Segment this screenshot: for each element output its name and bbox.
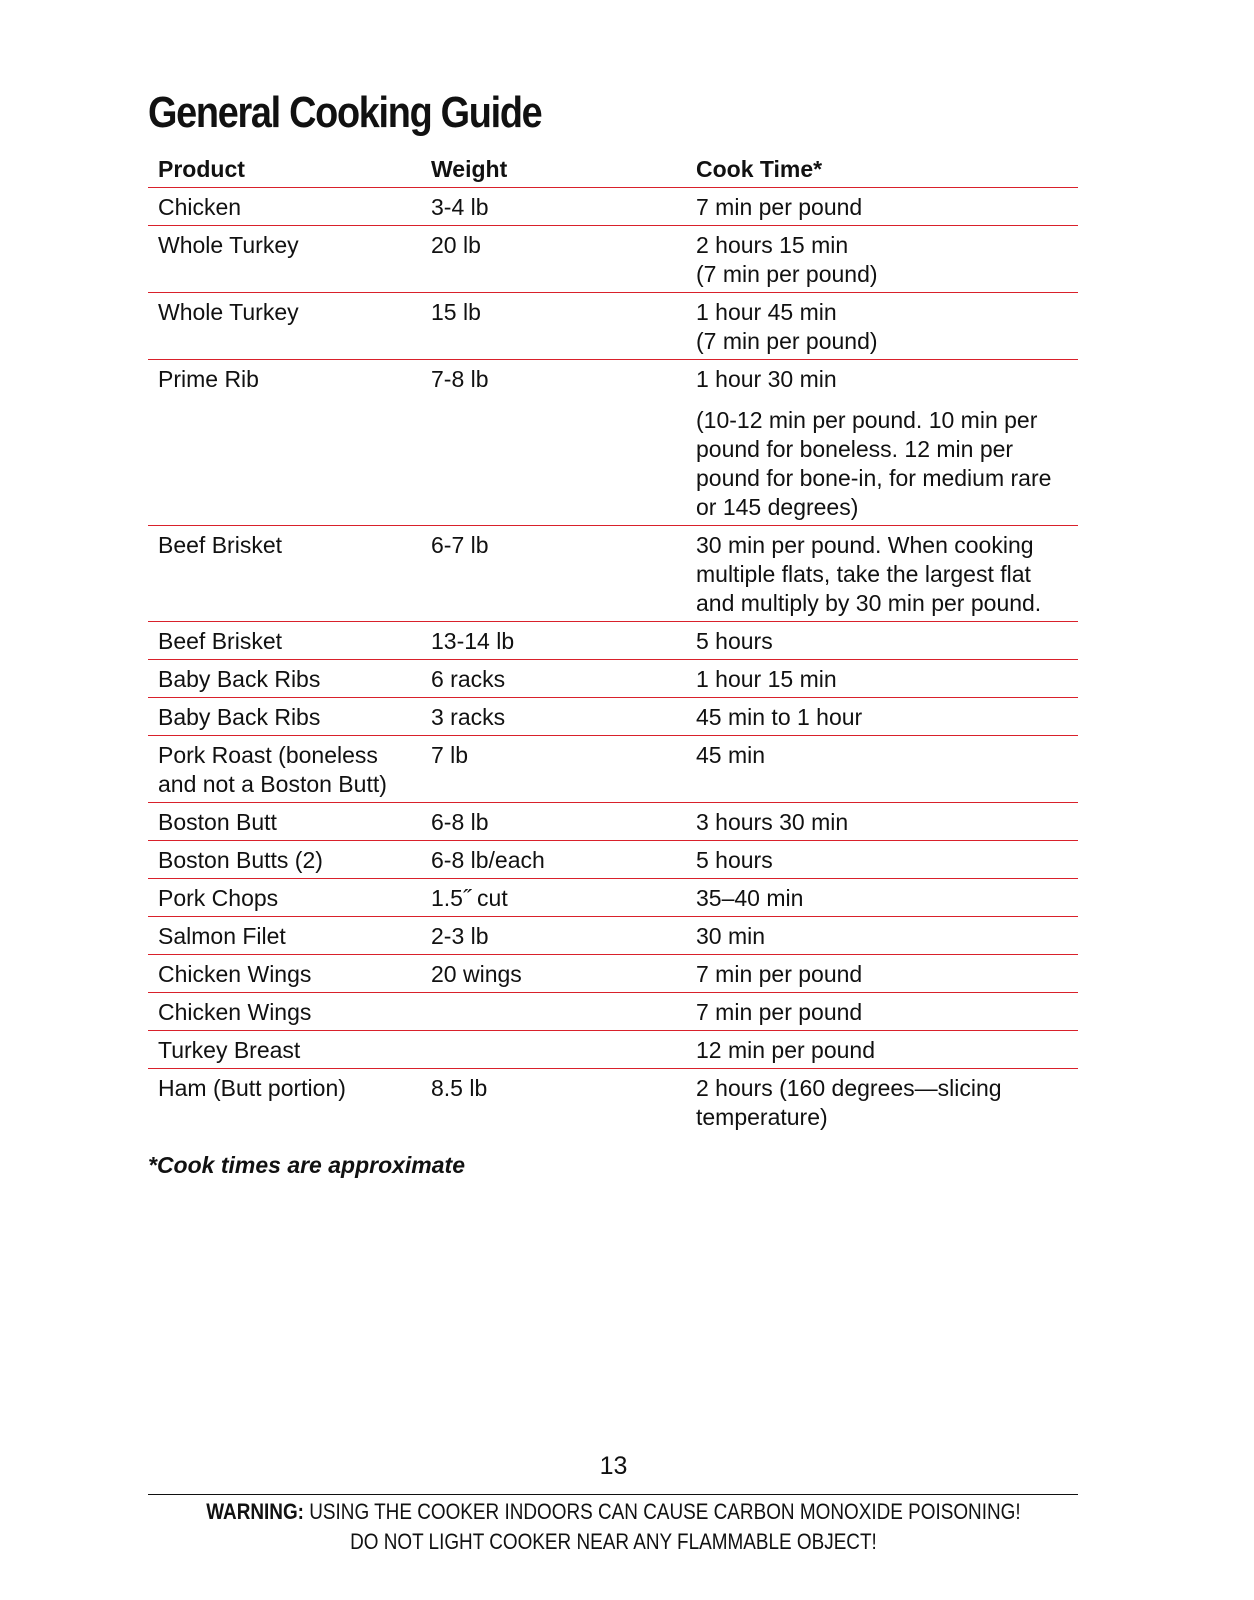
product-cell	[148, 1069, 421, 1136]
product-cell	[148, 526, 421, 622]
table-row	[148, 879, 1078, 917]
weight-cell: 3 racks	[421, 698, 686, 736]
cook-time-text: 12 min per pound	[696, 1037, 876, 1063]
weight-cell: 7-8 lb	[421, 360, 686, 526]
product-cell	[148, 188, 421, 226]
warning-label: WARNING:	[206, 1499, 304, 1524]
cook-time-cell	[686, 917, 1078, 955]
product-text: Prime Rib	[158, 366, 259, 392]
table-row	[148, 698, 1078, 736]
weight-cell: 13-14 lb	[421, 622, 686, 660]
cook-time-cell	[686, 841, 1078, 879]
weight-cell: 20 lb	[421, 226, 686, 293]
footnote: *Cook times are approximate	[148, 1152, 466, 1178]
cook-time-cell	[686, 879, 1078, 917]
table-row	[148, 955, 1078, 993]
cook-time-cell	[686, 293, 1078, 360]
cook-time-text: 1 hour 15 min	[696, 666, 837, 692]
cook-time-text: 2 hours 15 min	[696, 232, 849, 258]
weight-cell: 6-8 lb	[421, 803, 686, 841]
cook-time-text: 7 min per pound	[696, 194, 863, 220]
product-text: Turkey Breast	[158, 1037, 301, 1063]
product-text: Boston Butts (2)	[158, 847, 323, 873]
product-cell	[148, 293, 421, 360]
table-row	[148, 622, 1078, 660]
table-row	[148, 660, 1078, 698]
cook-time-text: 30 min per pound. When cooking multiple flats, take the largest flat and multiply by 30 min per pound.	[696, 532, 1042, 616]
cook-time-cell	[686, 993, 1078, 1031]
product-cell	[148, 660, 421, 698]
warning-notice	[86, 1497, 1141, 1557]
footer-divider	[148, 1494, 1078, 1495]
page-number: 13	[599, 1452, 628, 1480]
warning-line-1	[86, 1497, 1141, 1527]
product-cell	[148, 879, 421, 917]
cook-time-cell	[686, 622, 1078, 660]
product-text: Beef Brisket	[158, 628, 282, 654]
cook-time-cell	[686, 1069, 1078, 1136]
table-row	[148, 293, 1078, 360]
cook-time-text: 5 hours	[696, 628, 773, 654]
weight-cell	[421, 993, 686, 1031]
weight-cell	[421, 1031, 686, 1069]
product-text: Chicken Wings	[158, 999, 312, 1025]
product-cell	[148, 917, 421, 955]
table-row	[148, 1069, 1078, 1136]
product-text: Salmon Filet	[158, 923, 286, 949]
weight-cell: 8.5 lb	[431, 1075, 488, 1101]
product-text: Pork Roast (boneless	[158, 742, 378, 768]
cook-time-cell	[686, 526, 1078, 622]
table-row	[148, 917, 1078, 955]
weight-cell: 6-7 lb	[421, 526, 686, 622]
cook-time-text: 7 min per pound	[696, 961, 863, 987]
product-text: Pork Chops	[158, 885, 279, 911]
weight-cell: 6-8 lb/each	[421, 841, 686, 879]
cook-time-cell	[686, 360, 1078, 526]
weight-cell: 3-4 lb	[421, 188, 686, 226]
cook-time-cell	[686, 660, 1078, 698]
table-body	[148, 188, 1078, 1136]
warning-text-1: USING THE COOKER INDOORS CAN CAUSE CARBON MONOXIDE POISONING!	[309, 1499, 1021, 1524]
weight-cell: 15 lb	[421, 293, 686, 360]
product-text: and not a Boston Butt)	[158, 771, 387, 797]
cook-time-text: 7 min per pound	[696, 999, 863, 1025]
product-text: Ham (Butt portion)	[158, 1075, 346, 1101]
weight-cell: 7 lb	[421, 736, 686, 803]
product-cell	[148, 955, 421, 993]
table-row	[148, 526, 1078, 622]
cook-time-cell	[686, 226, 1078, 293]
cook-time-cell	[686, 736, 1078, 803]
product-cell	[148, 226, 421, 293]
table-row	[148, 803, 1078, 841]
header-weight: Weight	[421, 150, 686, 188]
product-text: Boston Butt	[158, 809, 277, 835]
table-row	[148, 841, 1078, 879]
weight-cell: 20 wings	[421, 955, 686, 993]
page-title: General Cooking Guide	[148, 88, 542, 137]
cook-time-cell	[686, 1031, 1078, 1069]
product-text: Baby Back Ribs	[158, 704, 321, 730]
product-text: Chicken	[158, 194, 242, 220]
cook-time-text: 2 hours (160 degrees—slicing temperature)	[696, 1075, 1002, 1130]
cook-time-cell	[686, 955, 1078, 993]
cook-time-text: (7 min per pound)	[696, 261, 878, 287]
table-header-row	[148, 150, 1078, 188]
table-row	[148, 226, 1078, 293]
product-text: Chicken Wings	[158, 961, 312, 987]
cook-time-text: 1 hour 30 min	[696, 366, 837, 392]
product-text: Whole Turkey	[158, 232, 299, 258]
product-cell	[148, 1031, 421, 1069]
cook-time-text: 35–40 min	[696, 885, 804, 911]
cook-time-cell	[686, 188, 1078, 226]
cook-time-text: 30 min	[696, 923, 766, 949]
cook-time-text: 1 hour 45 min	[696, 299, 837, 325]
header-product: Product	[148, 150, 421, 188]
cook-time-text: (10-12 min per pound. 10 min per pound for boneless. 12 min per pound for bone-in, for medium rare or 145 degrees)	[696, 407, 1052, 520]
cooking-guide-table	[148, 150, 1078, 1135]
table-row	[148, 360, 1078, 526]
cook-time-cell	[686, 698, 1078, 736]
table-row	[148, 1031, 1078, 1069]
cook-time-text: 45 min to 1 hour	[696, 704, 863, 730]
weight-cell: 1.5˝ cut	[421, 879, 686, 917]
cook-time-text: 5 hours	[696, 847, 773, 873]
product-cell	[148, 360, 421, 526]
product-cell	[148, 622, 421, 660]
table-row	[148, 993, 1078, 1031]
product-cell	[148, 736, 421, 803]
weight-cell: 6 racks	[421, 660, 686, 698]
product-text: Beef Brisket	[158, 532, 282, 558]
product-cell	[148, 698, 421, 736]
product-cell	[148, 993, 421, 1031]
product-text: Baby Back Ribs	[158, 666, 321, 692]
product-cell	[148, 803, 421, 841]
product-text: Whole Turkey	[158, 299, 299, 325]
cook-time-text: 3 hours 30 min	[696, 809, 849, 835]
cook-time-cell	[686, 803, 1078, 841]
product-cell	[148, 841, 421, 879]
weight-cell: 2-3 lb	[421, 917, 686, 955]
cook-time-text: (7 min per pound)	[696, 328, 878, 354]
table-row	[148, 188, 1078, 226]
cook-time-text: 45 min	[696, 742, 766, 768]
warning-line-2: DO NOT LIGHT COOKER NEAR ANY FLAMMABLE OBJECT!	[350, 1529, 877, 1554]
header-cook-time: Cook Time*	[686, 150, 1078, 188]
table-row	[148, 736, 1078, 803]
